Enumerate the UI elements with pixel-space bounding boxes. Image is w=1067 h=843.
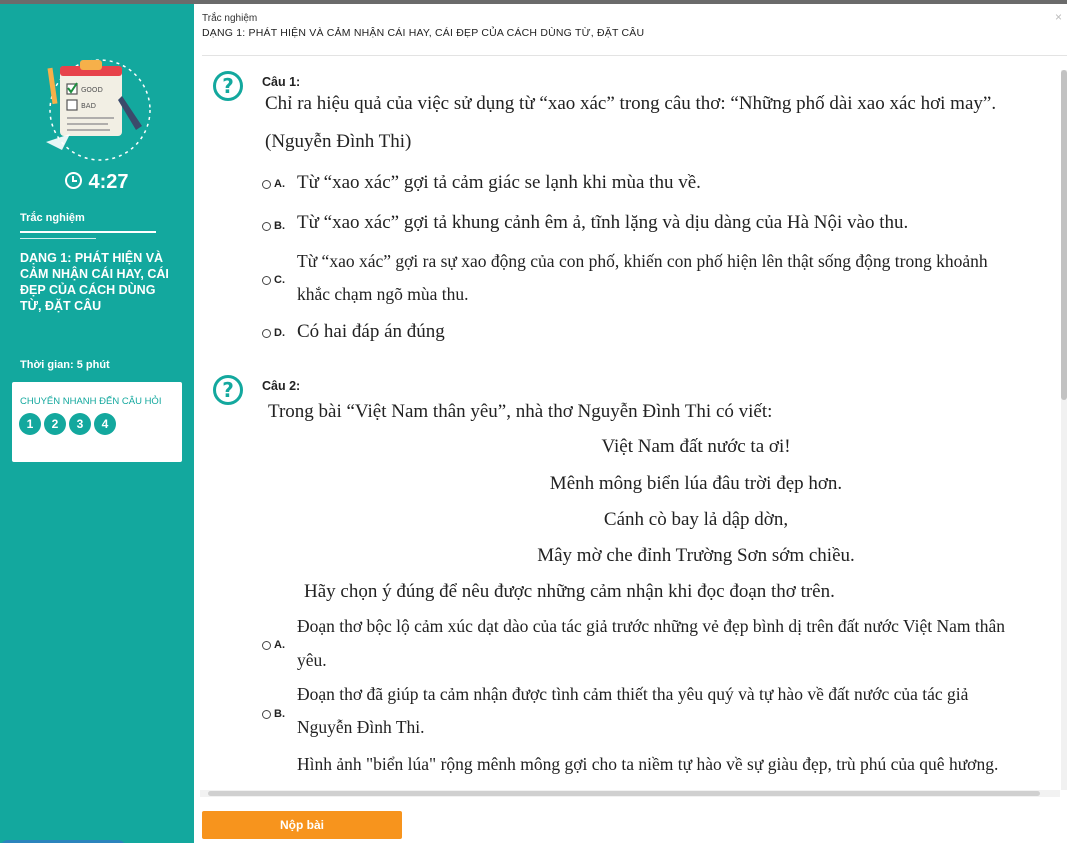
page-title: DẠNG 1: PHÁT HIỆN VÀ CẢM NHẬN CÁI HAY, CÁI ĐẸP CỦA CÁCH DÙNG TỪ, ĐẶT CÂU xyxy=(202,27,645,39)
option-text[interactable]: Từ “xao xác” gợi tả cảm giác se lạnh khi mùa thu về. xyxy=(297,172,701,193)
timer-value: 4:27 xyxy=(88,171,129,193)
countdown-timer xyxy=(0,171,194,194)
quiz-clipboard-illustration xyxy=(40,56,152,164)
option-text[interactable]: Từ “xao xác” gợi tả khung cảnh êm ả, tĩnh lặng và dịu dàng của Hà Nội vào thu. xyxy=(297,212,909,233)
divider xyxy=(20,238,96,239)
divider xyxy=(20,231,156,233)
question-prompt: Trong bài “Việt Nam thân yêu”, nhà thơ Nguyễn Đình Thi có viết: xyxy=(268,401,773,422)
question-list xyxy=(196,56,1064,792)
question-jump-button-2[interactable]: 2 xyxy=(44,413,66,435)
option-letter: B. xyxy=(274,220,285,232)
option-text[interactable]: yêu. xyxy=(297,650,327,670)
option-letter: C. xyxy=(274,274,285,286)
option-radio-a[interactable] xyxy=(262,180,271,189)
clock-icon xyxy=(65,172,82,189)
option-letter: B. xyxy=(274,708,285,720)
option-text[interactable]: Đoạn thơ đã giúp ta cảm nhận được tình cảm thiết tha yêu quý và tự hào về đất nước của tác giả xyxy=(297,684,969,704)
breadcrumb: Trắc nghiệm xyxy=(202,13,258,24)
option-radio-d[interactable] xyxy=(262,329,271,338)
time-limit: Thời gian: 5 phút xyxy=(20,359,110,371)
option-text[interactable]: khắc chạm ngõ mùa thu. xyxy=(297,284,469,304)
question-jump-button-1[interactable]: 1 xyxy=(19,413,41,435)
submit-button[interactable]: Nộp bài xyxy=(202,811,402,839)
question-label: Câu 1: xyxy=(262,75,301,89)
option-letter: D. xyxy=(274,327,285,339)
option-text[interactable]: Hình ảnh "biển lúa" rộng mênh mông gợi cho ta niềm tự hào về sự giàu đẹp, trù phú của quê hương. xyxy=(297,754,999,774)
question-jump-button-3[interactable]: 3 xyxy=(69,413,91,435)
option-letter: A. xyxy=(274,639,285,651)
close-icon[interactable]: × xyxy=(1055,10,1063,24)
question-prompt: Chỉ ra hiệu quả của việc sử dụng từ “xao xác” trong câu thơ: “Những phố dài xao xác hơi may”. xyxy=(265,93,997,114)
illustration-bad-label: BAD xyxy=(81,102,96,110)
question-instruction: Hãy chọn ý đúng để nêu được những cảm nhận khi đọc đoạn thơ trên. xyxy=(304,581,835,602)
question-mark-icon: ? xyxy=(213,71,243,101)
option-text[interactable]: Nguyễn Đình Thi. xyxy=(297,717,425,737)
sidebar-section-label: Trắc nghiệm xyxy=(20,212,85,224)
option-text[interactable]: Từ “xao xác” gợi ra sự xao động của con phố, khiến con phố hiện lên thật sống động trong khoảnh xyxy=(297,251,988,271)
illustration-good-label: GOOD xyxy=(81,86,103,94)
sidebar-quiz-title: DẠNG 1: PHÁT HIỆN VÀ CẢM NHẬN CÁI HAY, CÁI ĐẸP CỦA CÁCH DÙNG TỪ, ĐẶT CÂU xyxy=(20,251,169,313)
vertical-scrollbar-thumb[interactable] xyxy=(1061,70,1067,400)
poem-line: Cánh cò bay lả dập dờn, xyxy=(603,509,789,530)
option-letter: A. xyxy=(274,178,285,190)
option-text[interactable]: Có hai đáp án đúng xyxy=(297,321,445,342)
poem-line: Mây mờ che đỉnh Trường Sơn sớm chiều. xyxy=(537,545,855,566)
sidebar xyxy=(0,4,194,843)
question-jump-button-4[interactable]: 4 xyxy=(94,413,116,435)
option-radio-b[interactable] xyxy=(262,222,271,231)
poem-line: Việt Nam đất nước ta ơi! xyxy=(601,436,791,457)
quick-nav-label: CHUYỂN NHANH ĐẾN CÂU HỎI xyxy=(20,396,162,407)
quick-nav-panel xyxy=(12,382,182,462)
question-mark-icon: ? xyxy=(213,375,243,405)
poem-line: Mênh mông biển lúa đâu trời đẹp hơn. xyxy=(549,473,843,494)
option-text[interactable]: Đoạn thơ bộc lộ cảm xúc dạt dào của tác giả trước những vẻ đẹp bình dị trên đất nước Việt Nam thân xyxy=(297,616,1005,636)
option-radio-b[interactable] xyxy=(262,710,271,719)
question-label: Câu 2: xyxy=(262,379,301,393)
option-radio-a[interactable] xyxy=(262,641,271,650)
question-source: (Nguyễn Đình Thi) xyxy=(265,131,412,152)
option-radio-c[interactable] xyxy=(262,276,271,285)
horizontal-scrollbar-thumb[interactable] xyxy=(208,791,1040,796)
